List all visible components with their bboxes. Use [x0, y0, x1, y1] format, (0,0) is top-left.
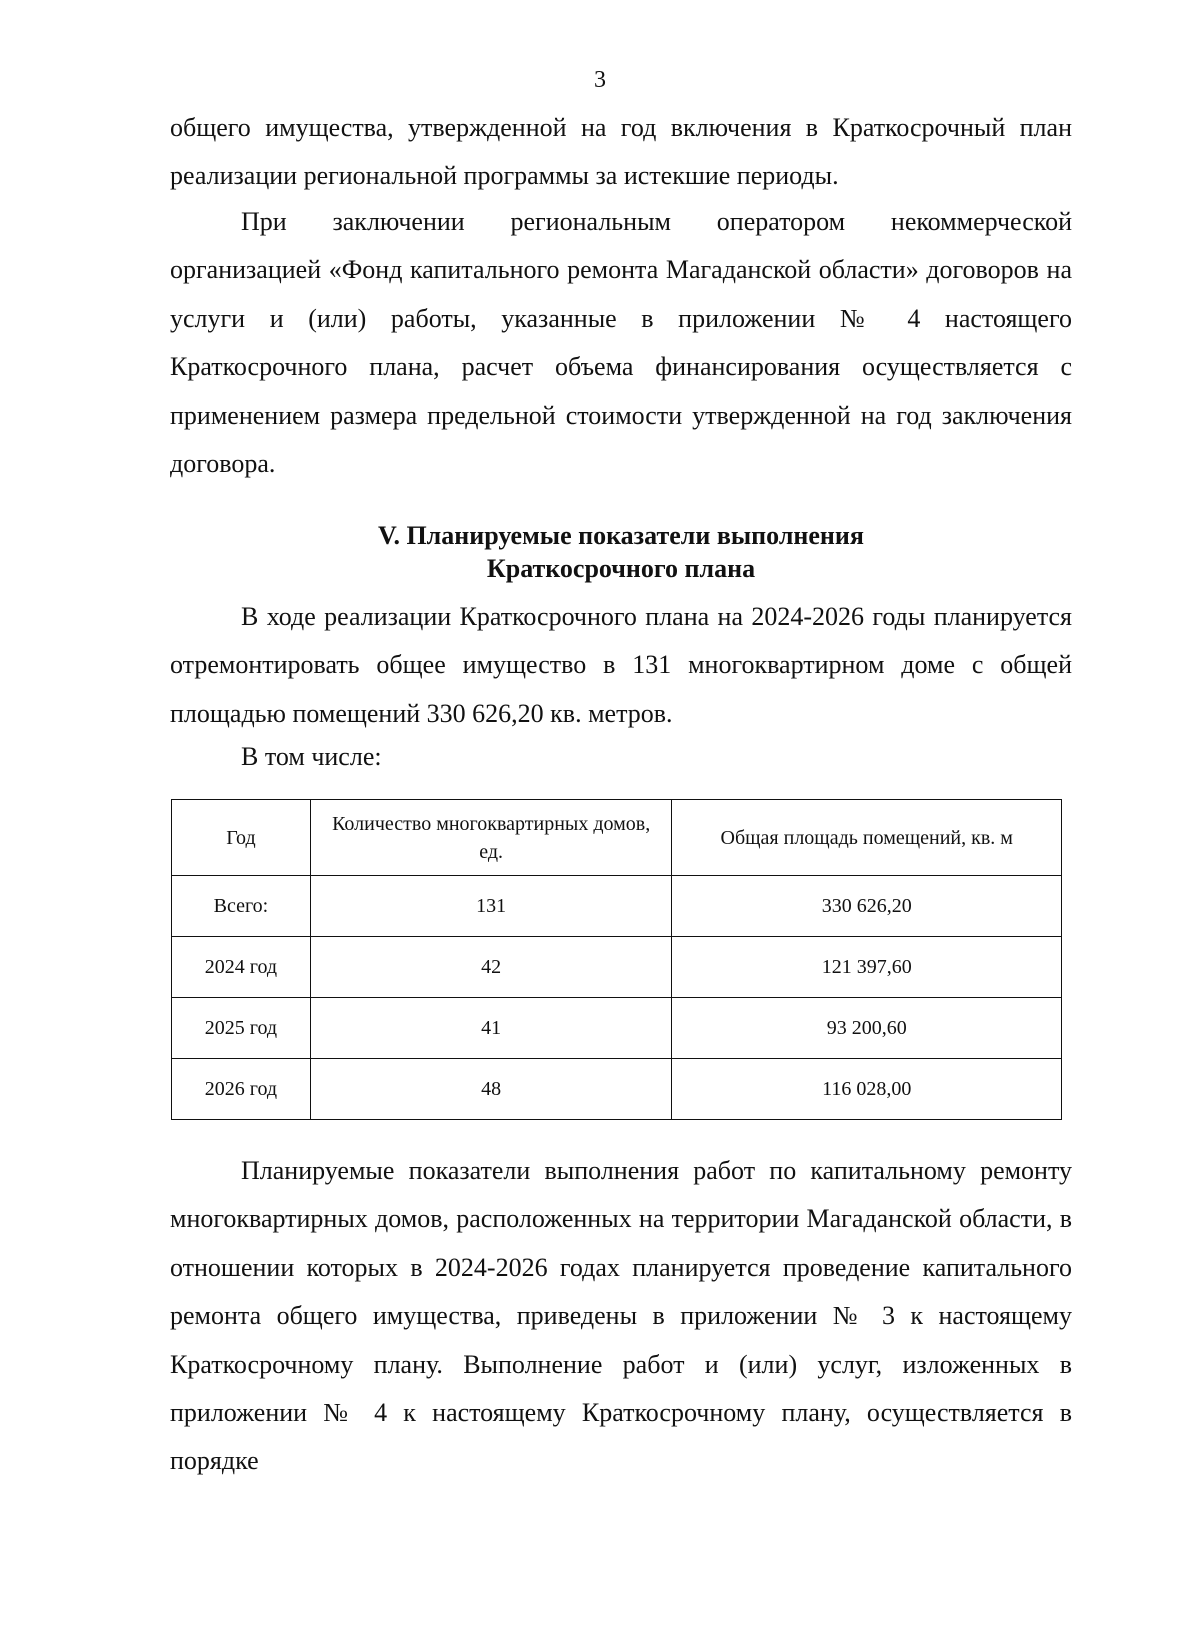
header-total-area: Общая площадь помещений, кв. м [672, 800, 1062, 876]
paragraph-continuation: общего имущества, утвержденной на год включения в Краткосрочный план реализации региональной программы за истекшие периоды. [170, 113, 1072, 191]
table-row [172, 1059, 1062, 1120]
cell-year: 2026 год [172, 1059, 311, 1120]
cell-year: 2025 год [172, 998, 311, 1059]
section-heading-line-1: V. Планируемые показатели выполнения [378, 521, 864, 550]
cell-house-count: 48 [310, 1059, 672, 1120]
table-row [172, 876, 1062, 937]
cell-year: 2024 год [172, 937, 311, 998]
header-year: Год [172, 800, 311, 876]
cell-total-area: 330 626,20 [672, 876, 1062, 937]
section-heading [170, 519, 1072, 585]
table-row [172, 937, 1062, 998]
table-row [172, 998, 1062, 1059]
paragraph-plan-summary: В ходе реализации Краткосрочного плана на 2024-2026 годы планируется отремонтировать общее имущество в 131 многоквартирном доме с общей площадью помещений 330 626,20 кв. метров. [170, 602, 1072, 728]
cell-house-count: 41 [310, 998, 672, 1059]
table-header-row [172, 800, 1062, 876]
cell-total-area: 93 200,60 [672, 998, 1062, 1059]
cell-house-count: 131 [310, 876, 672, 937]
cell-house-count: 42 [310, 937, 672, 998]
page-number: 3 [594, 67, 606, 93]
paragraph-contract-financing: При заключении региональным оператором некоммерческой организацией «Фонд капитального ремонта Магаданской области» договоров на услуги и (или) работы, указанные в приложении № 4 настоящего Краткосрочного плана, расчет объема финансирования осуществляется с применением размера предельной стоимости утвержденной на год заключения договора. [170, 207, 1072, 479]
cell-total-area: 121 397,60 [672, 937, 1062, 998]
paragraph-work-indicators: Планируемые показатели выполнения работ по капитальному ремонту многоквартирных домов, расположенных на территории Магаданской области, в отношении которых в 2024-2026 годах планируется проведение капитального ремонта общего имущества, приведены в приложении № 3 к настоящему Краткосрочному плану. Выполнение работ и (или) услуг, изложенных в приложении № 4 к настоящему Краткосрочному плану, осуществляется в порядке [170, 1156, 1072, 1476]
indicators-table [171, 799, 1062, 1120]
cell-total-area: 116 028,00 [672, 1059, 1062, 1120]
cell-year: Всего: [172, 876, 311, 937]
section-heading-line-2: Краткосрочного плана [486, 554, 756, 583]
header-house-count: Количество многоквартирных домов, ед. [310, 800, 672, 876]
paragraph-including: В том числе: [241, 742, 382, 771]
